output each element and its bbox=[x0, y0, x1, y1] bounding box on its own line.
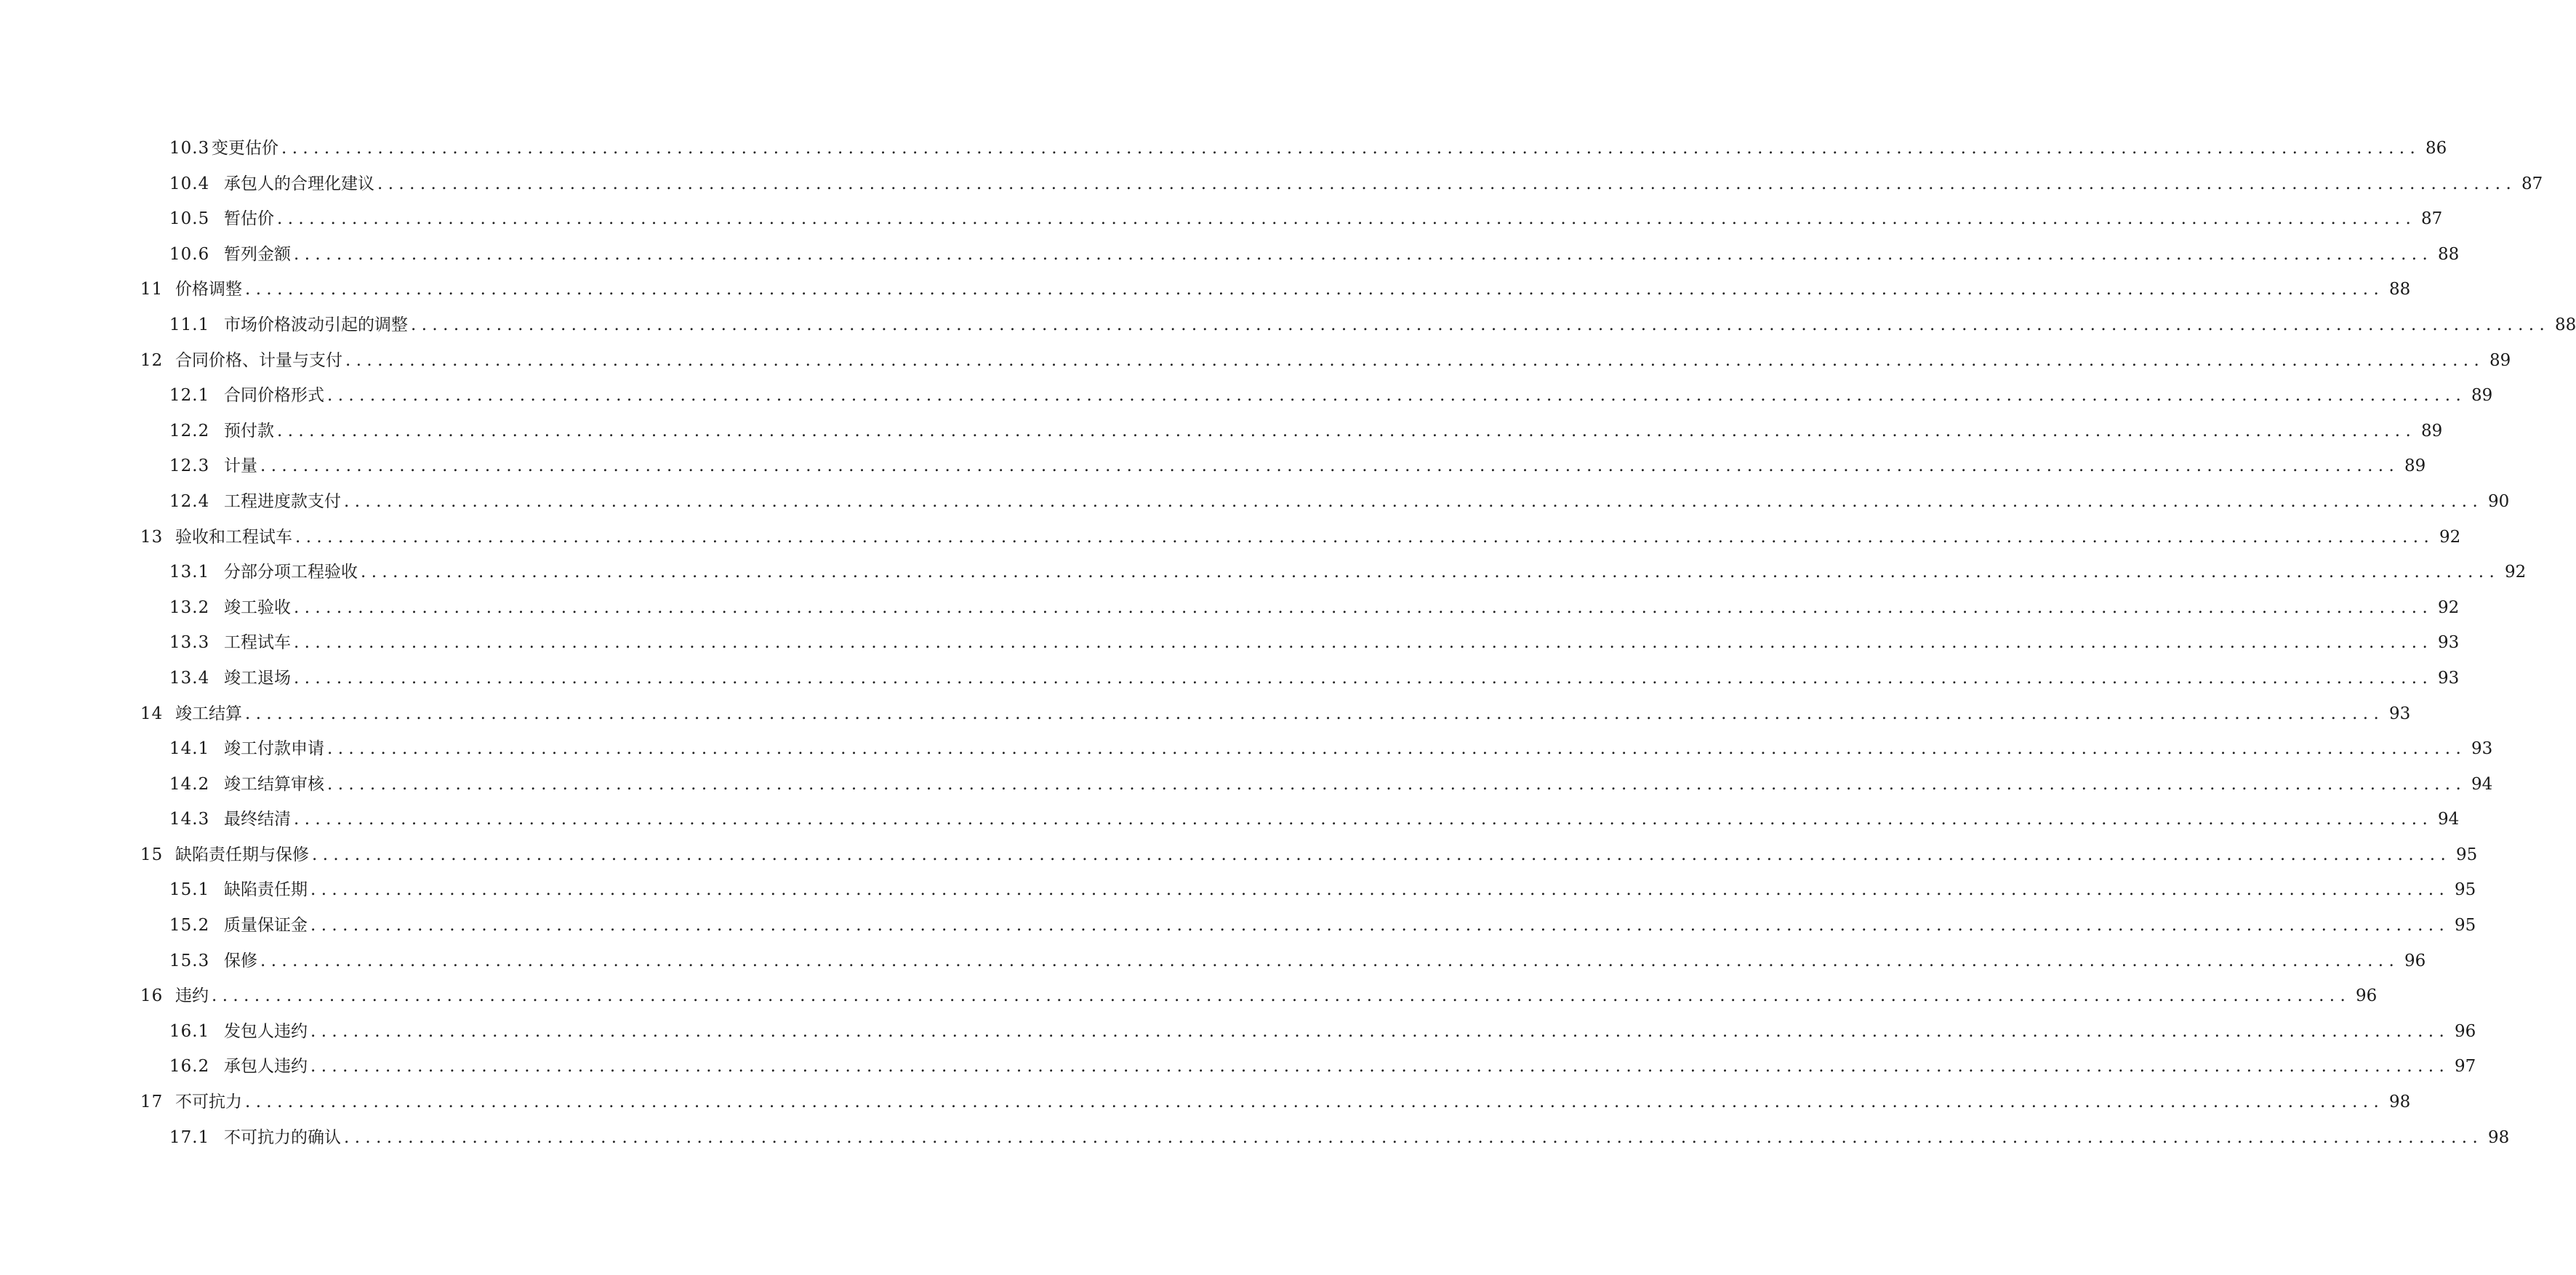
toc-entry-line bbox=[224, 560, 2527, 584]
toc-entry-number: 10.3 bbox=[169, 139, 210, 158]
toc-entry-line bbox=[224, 737, 2493, 760]
toc-entry-page-number: 95 bbox=[2454, 880, 2476, 900]
toc-entry-title: 工程进度款支付 bbox=[224, 491, 341, 511]
toc-entry-line bbox=[224, 878, 2476, 901]
toc-entry[interactable] bbox=[0, 278, 2411, 313]
toc-entry-page-number: 90 bbox=[2487, 491, 2510, 511]
toc-entry[interactable] bbox=[0, 454, 2426, 490]
dot-leader: ........................................................................................................................................................................................................ bbox=[327, 386, 2467, 406]
dot-leader: ........................................................................................................................................................................................................ bbox=[294, 810, 2433, 829]
toc-entry-number: 10.4 bbox=[169, 174, 210, 193]
toc-entry-line bbox=[224, 1055, 2476, 1078]
toc-entry[interactable] bbox=[0, 667, 2460, 702]
toc-entry-number: 17 bbox=[140, 1093, 164, 1112]
toc-entry-page-number: 95 bbox=[2454, 916, 2476, 936]
toc-entry-page-number: 93 bbox=[2388, 704, 2411, 723]
toc-entry-number: 11 bbox=[140, 280, 164, 299]
toc-entry-number: 15.2 bbox=[169, 916, 210, 936]
toc-entry-title: 最终结清 bbox=[224, 810, 291, 829]
toc-entry-page-number: 97 bbox=[2454, 1057, 2476, 1077]
toc-entry-line bbox=[224, 1126, 2510, 1149]
toc-entry-page-number: 98 bbox=[2388, 1093, 2411, 1112]
toc-entry-title: 承包人违约 bbox=[224, 1057, 308, 1077]
toc-entry[interactable] bbox=[0, 843, 2478, 879]
toc-entry-page-number: 89 bbox=[2404, 456, 2426, 476]
toc-entry-line bbox=[224, 207, 2443, 230]
toc-entry-number: 12.3 bbox=[169, 456, 210, 476]
dot-leader: ........................................................................................................................................................................................................ bbox=[245, 704, 2385, 723]
toc-entry-number: 13.2 bbox=[169, 598, 210, 617]
toc-entry-page-number: 94 bbox=[2471, 774, 2493, 794]
dot-leader: ........................................................................................................................................................................................................ bbox=[277, 421, 2417, 441]
dot-leader: ........................................................................................................................................................................................................ bbox=[411, 315, 2551, 334]
toc-entry-number: 12.1 bbox=[169, 386, 210, 406]
dot-leader: ........................................................................................................................................................................................................ bbox=[245, 1093, 2385, 1112]
toc-entry-page-number: 92 bbox=[2439, 527, 2461, 547]
toc-entry[interactable] bbox=[0, 1020, 2476, 1055]
toc-entry[interactable] bbox=[0, 1126, 2510, 1162]
toc-entry[interactable] bbox=[0, 1055, 2476, 1090]
toc-entry-title: 竣工结算 bbox=[175, 704, 242, 723]
toc-entry-page-number: 93 bbox=[2437, 668, 2460, 688]
toc-entry[interactable] bbox=[0, 702, 2411, 738]
toc-entry-title: 合同价格、计量与支付 bbox=[175, 350, 342, 370]
toc-entry-title: 工程试车 bbox=[224, 633, 291, 653]
toc-entry-title: 价格调整 bbox=[175, 280, 242, 299]
toc-entry-page-number: 87 bbox=[2420, 209, 2443, 229]
toc-entry-page-number: 89 bbox=[2420, 421, 2443, 441]
toc-entry-line bbox=[224, 631, 2460, 654]
toc-entry[interactable] bbox=[0, 172, 2543, 208]
toc-entry-number: 16 bbox=[140, 986, 164, 1006]
toc-entry-line bbox=[224, 172, 2543, 196]
toc-entry-number: 14.2 bbox=[169, 774, 210, 794]
toc-entry-number: 17.1 bbox=[169, 1127, 210, 1147]
toc-entry-page-number: 92 bbox=[2504, 563, 2527, 582]
toc-entry-page-number: 95 bbox=[2455, 845, 2478, 864]
toc-entry[interactable] bbox=[0, 631, 2460, 667]
toc-entry-number: 13.4 bbox=[169, 668, 210, 688]
toc-entry-number: 16.1 bbox=[169, 1021, 210, 1041]
toc-entry-line bbox=[224, 454, 2426, 478]
toc-entry[interactable] bbox=[0, 207, 2443, 243]
toc-entry-line bbox=[224, 808, 2460, 831]
toc-entry-line bbox=[224, 419, 2443, 443]
toc-entry-title: 竣工结算审核 bbox=[224, 774, 324, 794]
toc-entry-line bbox=[175, 702, 2411, 725]
toc-entry-number: 14.1 bbox=[169, 739, 210, 759]
toc-entry-page-number: 92 bbox=[2437, 598, 2460, 617]
toc-entry-title: 分部分项工程验收 bbox=[224, 563, 358, 582]
toc-entry-page-number: 93 bbox=[2471, 739, 2493, 759]
toc-entry-number: 12.4 bbox=[169, 491, 210, 511]
toc-entry-number: 15.3 bbox=[169, 951, 210, 970]
dot-leader: ........................................................................................................................................................................................................ bbox=[212, 986, 2351, 1006]
toc-entry-page-number: 88 bbox=[2388, 280, 2411, 299]
toc-entry-title: 计量 bbox=[224, 456, 257, 476]
dot-leader: ........................................................................................................................................................................................................ bbox=[277, 209, 2417, 229]
toc-entry[interactable] bbox=[0, 949, 2426, 985]
toc-entry-page-number: 96 bbox=[2404, 951, 2426, 970]
toc-entry-page-number: 93 bbox=[2437, 633, 2460, 653]
toc-entry-page-number: 86 bbox=[2425, 139, 2447, 158]
toc-entry-title: 发包人违约 bbox=[224, 1021, 308, 1041]
toc-entry-number: 16.2 bbox=[169, 1057, 210, 1077]
toc-entry-title: 变更估价 bbox=[212, 139, 278, 158]
toc-entry-title: 验收和工程试车 bbox=[175, 527, 292, 547]
toc-entry[interactable] bbox=[0, 349, 2511, 385]
toc-entry-line bbox=[175, 843, 2478, 866]
dot-leader: ........................................................................................................................................................................................................ bbox=[345, 350, 2485, 370]
toc-entry-page-number: 96 bbox=[2355, 986, 2378, 1006]
toc-entry-number: 12.2 bbox=[169, 421, 210, 441]
toc-entry[interactable] bbox=[0, 490, 2510, 526]
dot-leader: ........................................................................................................................................................................................................ bbox=[344, 1127, 2484, 1147]
toc-entry-number: 13.3 bbox=[169, 633, 210, 653]
toc-entry-title: 合同价格形式 bbox=[224, 386, 324, 406]
table-of-contents bbox=[0, 137, 2576, 1161]
toc-entry-title: 违约 bbox=[175, 986, 209, 1006]
dot-leader: ........................................................................................................................................................................................................ bbox=[294, 633, 2433, 653]
toc-entry-line bbox=[175, 1090, 2411, 1114]
toc-entry-page-number: 96 bbox=[2454, 1021, 2476, 1041]
toc-entry-line bbox=[224, 384, 2493, 407]
toc-entry-title: 竣工退场 bbox=[224, 668, 291, 688]
toc-entry-page-number: 88 bbox=[2437, 244, 2460, 264]
dot-leader: ........................................................................................................................................................................................................ bbox=[310, 1057, 2450, 1077]
dot-leader: ........................................................................................................................................................................................................ bbox=[310, 1021, 2450, 1041]
toc-entry-title: 缺陷责任期与保修 bbox=[175, 845, 309, 864]
toc-entry-line bbox=[224, 667, 2460, 690]
toc-entry-page-number: 89 bbox=[2489, 350, 2511, 370]
dot-leader: ........................................................................................................................................................................................................ bbox=[260, 456, 2400, 476]
dot-leader: ........................................................................................................................................................................................................ bbox=[327, 774, 2467, 794]
toc-entry[interactable] bbox=[0, 560, 2527, 596]
dot-leader: ........................................................................................................................................................................................................ bbox=[295, 527, 2435, 547]
toc-entry-line bbox=[175, 278, 2411, 301]
toc-entry-number: 14 bbox=[140, 704, 164, 723]
dot-leader: ........................................................................................................................................................................................................ bbox=[294, 244, 2433, 264]
toc-entry-line bbox=[212, 137, 2447, 160]
toc-entry-title: 竣工验收 bbox=[224, 598, 291, 617]
toc-entry-line bbox=[224, 313, 2576, 337]
toc-entry-title: 暂列金额 bbox=[224, 244, 291, 264]
toc-entry[interactable] bbox=[0, 243, 2460, 278]
toc-entry-number: 12 bbox=[140, 350, 164, 370]
dot-leader: ........................................................................................................................................................................................................ bbox=[312, 845, 2452, 864]
toc-entry[interactable] bbox=[0, 914, 2476, 949]
toc-entry-number: 15 bbox=[140, 845, 164, 864]
dot-leader: ........................................................................................................................................................................................................ bbox=[294, 598, 2433, 617]
toc-entry-line bbox=[224, 773, 2493, 796]
toc-entry-number: 14.3 bbox=[169, 810, 210, 829]
toc-entry-number: 15.1 bbox=[169, 880, 210, 900]
toc-entry-title: 缺陷责任期 bbox=[224, 880, 308, 900]
dot-leader: ........................................................................................................................................................................................................ bbox=[281, 139, 2421, 158]
toc-entry[interactable] bbox=[0, 984, 2378, 1020]
toc-entry[interactable] bbox=[0, 1090, 2411, 1126]
toc-entry-line bbox=[224, 949, 2426, 973]
toc-entry-line bbox=[175, 984, 2378, 1007]
toc-entry-line bbox=[224, 596, 2460, 619]
toc-entry[interactable] bbox=[0, 596, 2460, 632]
toc-entry[interactable] bbox=[0, 384, 2493, 419]
toc-entry[interactable] bbox=[0, 526, 2461, 561]
toc-entry-title: 质量保证金 bbox=[224, 916, 308, 936]
dot-leader: ........................................................................................................................................................................................................ bbox=[310, 880, 2450, 900]
toc-entry-number: 10.6 bbox=[169, 244, 210, 264]
dot-leader: ........................................................................................................................................................................................................ bbox=[377, 174, 2517, 193]
toc-entry-page-number: 89 bbox=[2471, 386, 2493, 406]
toc-entry-title: 保修 bbox=[224, 951, 257, 970]
toc-entry[interactable] bbox=[0, 773, 2493, 808]
toc-entry-line bbox=[224, 243, 2460, 266]
toc-entry-line bbox=[175, 526, 2461, 549]
toc-entry-number: 11.1 bbox=[169, 315, 210, 334]
toc-entry-page-number: 94 bbox=[2437, 810, 2460, 829]
toc-entry[interactable] bbox=[0, 878, 2476, 914]
toc-entry-page-number: 88 bbox=[2554, 315, 2576, 334]
dot-leader: ........................................................................................................................................................................................................ bbox=[344, 491, 2484, 511]
toc-entry-title: 不可抗力 bbox=[175, 1093, 242, 1112]
toc-entry-page-number: 87 bbox=[2521, 174, 2543, 193]
dot-leader: ........................................................................................................................................................................................................ bbox=[294, 668, 2433, 688]
toc-entry[interactable] bbox=[0, 808, 2460, 843]
dot-leader: ........................................................................................................................................................................................................ bbox=[245, 280, 2385, 299]
toc-entry-title: 承包人的合理化建议 bbox=[224, 174, 374, 193]
toc-entry-number: 13.1 bbox=[169, 563, 210, 582]
dot-leader: ........................................................................................................................................................................................................ bbox=[310, 916, 2450, 936]
dot-leader: ........................................................................................................................................................................................................ bbox=[260, 951, 2400, 970]
toc-entry[interactable] bbox=[0, 737, 2493, 773]
dot-leader: ........................................................................................................................................................................................................ bbox=[327, 739, 2467, 759]
toc-entry-number: 10.5 bbox=[169, 209, 210, 229]
toc-entry[interactable] bbox=[0, 137, 2447, 172]
toc-entry[interactable] bbox=[0, 419, 2443, 455]
toc-entry-line bbox=[224, 1020, 2476, 1043]
toc-entry-line bbox=[224, 914, 2476, 937]
toc-entry-title: 市场价格波动引起的调整 bbox=[224, 315, 408, 334]
toc-entry-line bbox=[224, 490, 2510, 513]
toc-entry-number: 13 bbox=[140, 527, 164, 547]
toc-entry-title: 暂估价 bbox=[224, 209, 274, 229]
dot-leader: ........................................................................................................................................................................................................ bbox=[361, 563, 2500, 582]
toc-entry[interactable] bbox=[0, 313, 2576, 349]
toc-entry-title: 不可抗力的确认 bbox=[224, 1127, 341, 1147]
toc-entry-title: 竣工付款申请 bbox=[224, 739, 324, 759]
toc-entry-title: 预付款 bbox=[224, 421, 274, 441]
toc-entry-line bbox=[175, 349, 2511, 372]
toc-entry-page-number: 98 bbox=[2487, 1127, 2510, 1147]
